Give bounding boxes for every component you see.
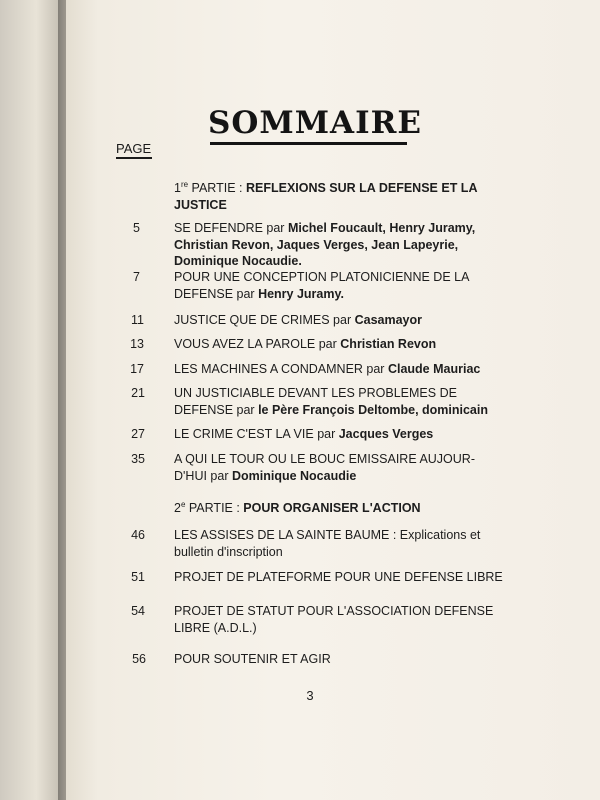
page-column-label: PAGE	[116, 141, 152, 156]
title-underline	[210, 142, 407, 145]
page-label-underline	[116, 157, 152, 159]
page-number: 3	[306, 688, 314, 703]
page-title: SOMMAIRE	[208, 105, 422, 141]
facing-page-edge	[0, 0, 66, 800]
